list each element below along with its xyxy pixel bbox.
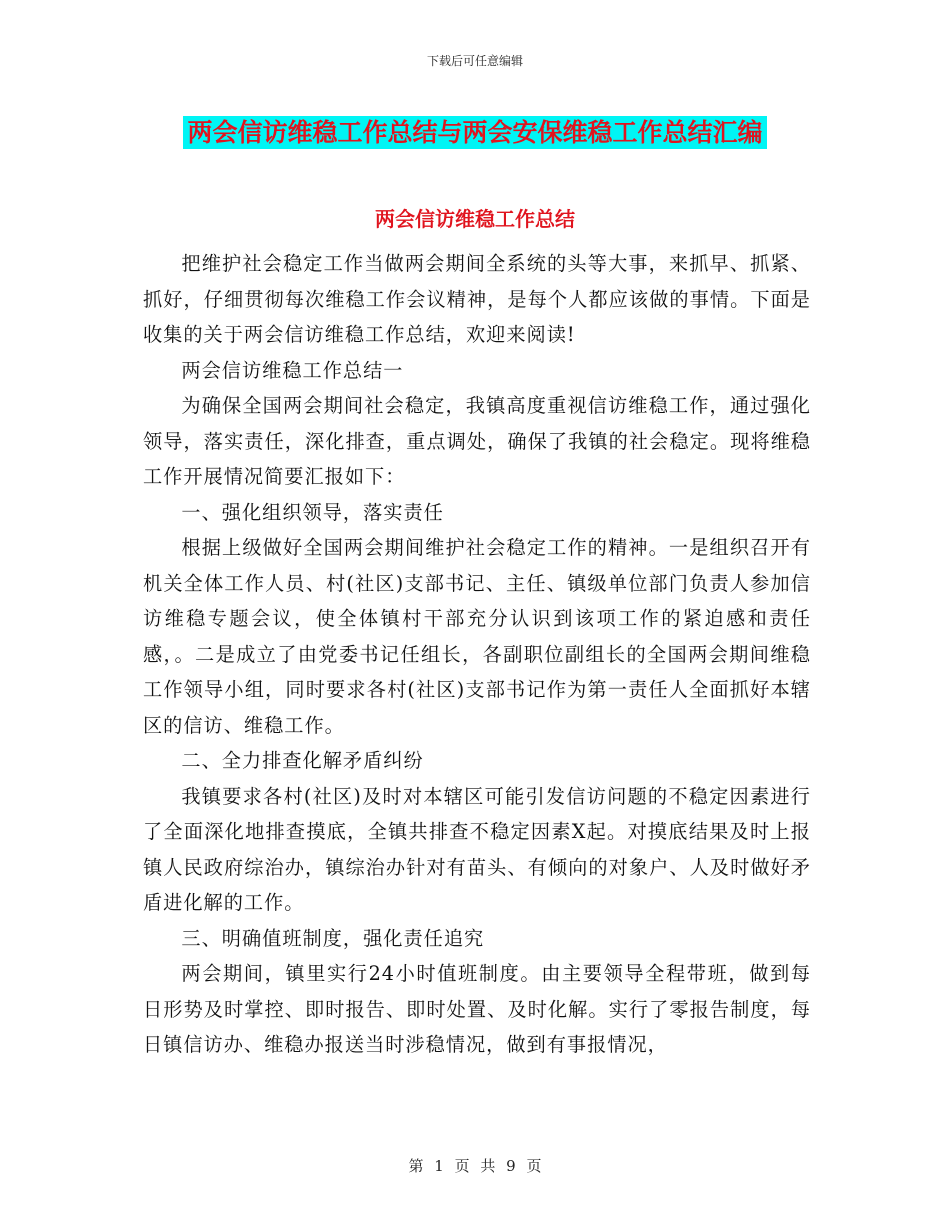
paragraph: 两会期间，镇里实行24小时值班制度。由主要领导全程带班，做到每日形势及时掌控、即时报告、即时处置、及时化解。实行了零报告制度，每日镇信访办、维稳办报送当时涉稳情况，做到有事报情况， <box>143 962 811 1056</box>
header-note: 下载后可任意编辑 <box>426 54 523 68</box>
paragraph: 二、全力排查化解矛盾纠纷 <box>181 749 424 772</box>
paragraph: 两会信访维稳工作总结一 <box>181 358 404 382</box>
paragraph: 三、明确值班制度，强化责任追究 <box>181 926 485 950</box>
document-title-text: 两会信访维稳工作总结与两会安保维稳工作总结汇编 <box>183 116 766 149</box>
paragraph: 为确保全国两会期间社会稳定，我镇高度重视信访维稳工作，通过强化领导，落实责任，深化排查，重点调处，确保了我镇的社会稳定。现将维稳工作开展情况简要汇报如下： <box>143 394 811 488</box>
paragraph: 根据上级做好全国两会期间维护社会稳定工作的精神。一是组织召开有机关全体工作人员、村(社区)支部书记、主任、镇级单位部门负责人参加信访维稳专题会议，使全体镇村干部充分认识到该项工作的紧迫感和责任感，。二是成立了由党委书记任组长，各副职位副组长的全国两会期间维稳工作领导小组，同时要求各村(社区)支部书记作为第一责任人全面抓好本辖区的信访、维稳工作。 <box>143 536 811 737</box>
paragraph: 把维护社会稳定工作当做两会期间全系统的头等大事，来抓早、抓紧、抓好，仔细贯彻每次维稳工作会议精神，是每个人都应该做的事情。下面是收集的关于两会信访维稳工作总结，欢迎来阅读! <box>143 252 811 346</box>
section-title: 两会信访维稳工作总结 <box>375 207 575 231</box>
document-body <box>143 246 811 1063</box>
paragraph: 一、强化组织领导，落实责任 <box>181 500 444 524</box>
paragraph: 我镇要求各村(社区)及时对本辖区可能引发信访问题的不稳定因素进行了全面深化地排查摸底，全镇共排查不稳定因素X起。对摸底结果及时上报镇人民政府综治办，镇综治办针对有苗头、有倾向的对象户、人及时做好矛盾进化解的工作。 <box>143 784 811 914</box>
document-title <box>0 113 950 149</box>
page-footer: 第 1 页 共 9 页 <box>408 1157 542 1175</box>
